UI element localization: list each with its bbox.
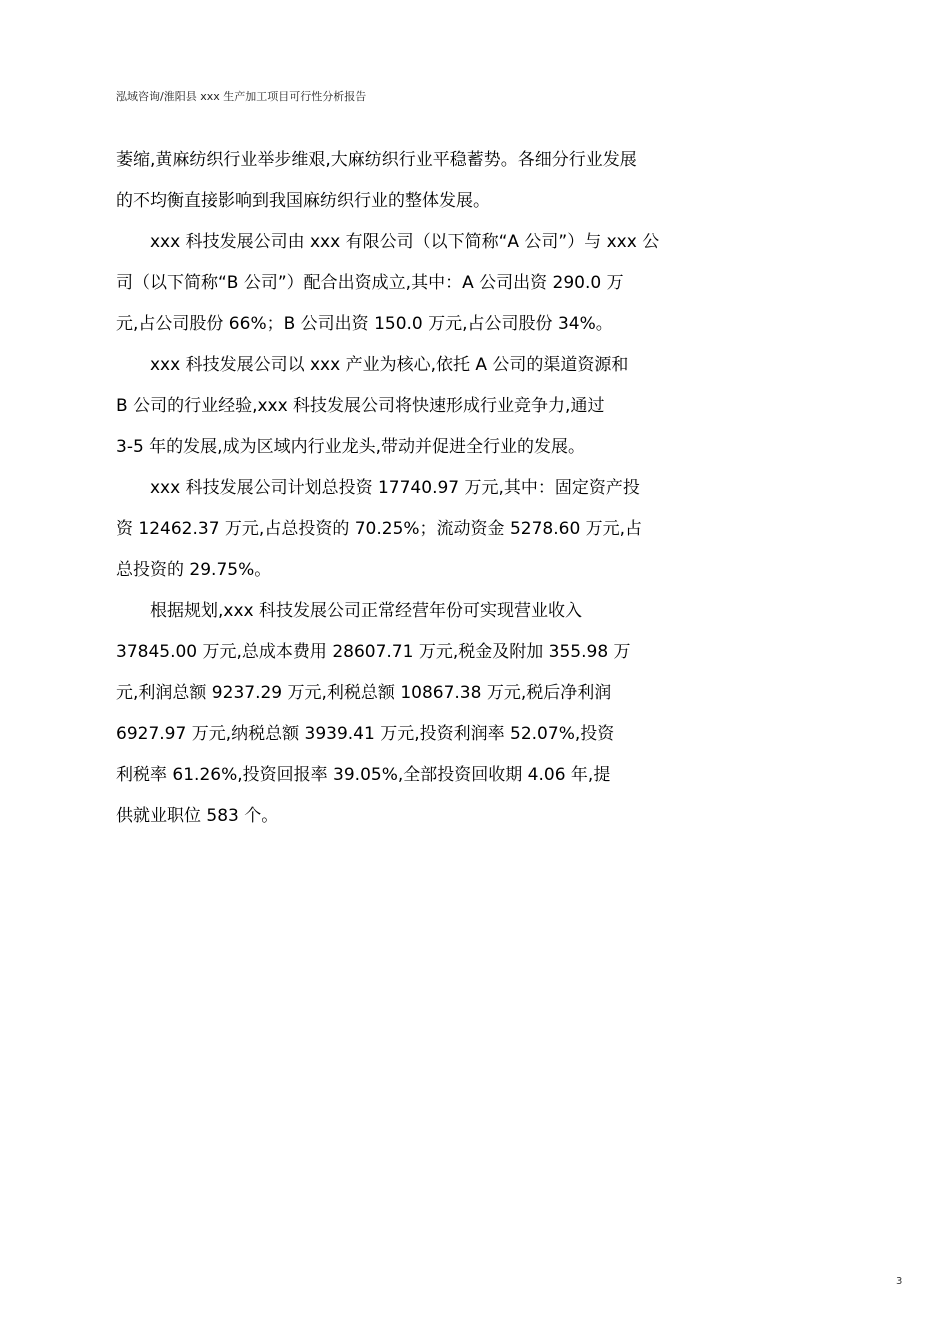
page-number: 3 — [896, 1276, 903, 1287]
page-header: 泓域咨询/淮阳县 xxx 生产加工项目可行性分析报告 — [116, 90, 367, 103]
paragraph-line: B 公司的行业经验,xxx 科技发展公司将快速形成行业竞争力,通过 — [116, 396, 605, 416]
paragraph-line: xxx 科技发展公司计划总投资 17740.97 万元,其中：固定资产投 — [150, 478, 640, 498]
paragraph-line: 元,利润总额 9237.29 万元,利税总额 10867.38 万元,税后净利润 — [116, 683, 612, 703]
paragraph-line: 萎缩,黄麻纺织行业举步维艰,大麻纺织行业平稳蓄势。各细分行业发展 — [116, 150, 637, 170]
paragraph-line: xxx 科技发展公司以 xxx 产业为核心,依托 A 公司的渠道资源和 — [150, 355, 629, 375]
paragraph-line: 6927.97 万元,纳税总额 3939.41 万元,投资利润率 52.07%,投资 — [116, 724, 615, 744]
paragraph-line: 供就业职位 583 个。 — [116, 806, 279, 826]
paragraph-line: 37845.00 万元,总成本费用 28607.71 万元,税金及附加 355.98 万 — [116, 642, 631, 662]
paragraph-line: 的不均衡直接影响到我国麻纺织行业的整体发展。 — [116, 191, 490, 211]
paragraph-line: 总投资的 29.75%。 — [116, 560, 272, 580]
paragraph-line: xxx 科技发展公司由 xxx 有限公司（以下简称“A 公司”）与 xxx 公 — [150, 232, 660, 252]
paragraph-line: 元,占公司股份 66%；B 公司出资 150.0 万元,占公司股份 34%。 — [116, 314, 613, 334]
paragraph-line: 司（以下简称“B 公司”）配合出资成立,其中：A 公司出资 290.0 万 — [116, 273, 624, 293]
body-text — [116, 140, 736, 837]
paragraph-line: 利税率 61.26%,投资回报率 39.05%,全部投资回收期 4.06 年,提 — [116, 765, 611, 785]
paragraph-line: 根据规划,xxx 科技发展公司正常经营年份可实现营业收入 — [150, 601, 582, 621]
paragraph-line: 3-5 年的发展,成为区域内行业龙头,带动并促进全行业的发展。 — [116, 437, 585, 457]
paragraph-line: 资 12462.37 万元,占总投资的 70.25%；流动资金 5278.60 万元,占 — [116, 519, 643, 539]
